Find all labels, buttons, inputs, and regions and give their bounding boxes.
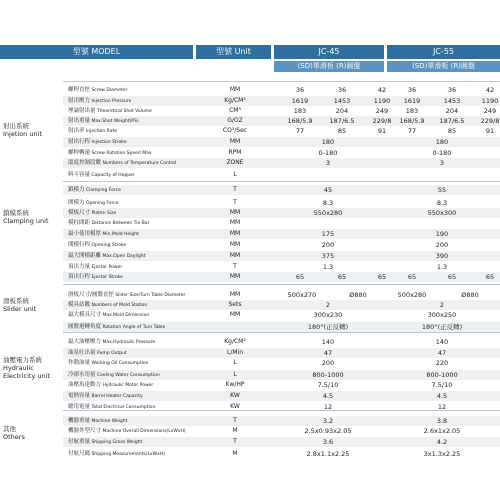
spec-row <box>63 85 500 95</box>
spec-label <box>68 416 198 426</box>
spec-row <box>63 370 500 380</box>
spec-row <box>63 272 500 282</box>
spec-label <box>68 272 198 282</box>
spec-value-jc55: 47 <box>437 349 447 357</box>
spec-value-jc55: 800-1000 <box>426 371 458 379</box>
spec-row <box>63 158 500 168</box>
spec-value: 229/8 <box>480 117 500 125</box>
spec-value-jc45: 2.8x1.1x2.25 <box>306 450 350 458</box>
spec-label-en: Numbers of Mold Station <box>90 303 148 308</box>
spec-value-jc45: 375 <box>321 252 335 260</box>
spec-unit: MM <box>229 86 241 93</box>
spec-value-jc45: 7.5/10 <box>317 381 339 389</box>
spec-value-jc55: 190 <box>435 230 449 238</box>
spec-unit <box>200 322 270 332</box>
spec-label-en: Machine Overall Dimensions(LxWxH) <box>101 429 186 434</box>
spec-label <box>68 402 198 412</box>
spec-label-zh: 油泵吐出量 <box>68 350 96 356</box>
spec-value-jc55: 8.3 <box>436 199 448 207</box>
spec-label-zh: 溫度控制段數 <box>68 160 102 166</box>
spec-label-zh: 料斗容量 <box>68 172 91 178</box>
header-jc45: JC-45 <box>274 45 384 59</box>
spec-unit: MM <box>229 291 241 298</box>
spec-row <box>63 116 500 126</box>
spec-row <box>63 337 500 347</box>
spec-value-jc45: 1.3 <box>322 263 334 271</box>
spec-value: 91 <box>377 127 387 135</box>
spec-unit: CO³/Sec <box>222 127 248 134</box>
spec-unit: MM <box>229 241 241 248</box>
spec-row <box>63 416 500 426</box>
spec-label-zh: 最小使用模厚 <box>68 231 102 237</box>
spec-label-zh: 模板尺寸 <box>68 210 91 216</box>
spec-row <box>63 426 500 436</box>
spec-value-jc45: 8.3 <box>322 199 334 207</box>
header-unit: 型號 Unit <box>196 45 271 59</box>
spec-unit: L/Min <box>226 349 243 356</box>
spec-label-zh: 機器外型尺寸 <box>68 428 102 434</box>
spec-label <box>68 391 198 401</box>
spec-unit: ZONE <box>226 159 244 166</box>
spec-label-en: Slider Size/Turn Table Diameter <box>113 293 186 298</box>
spec-label-zh: 射出行程 <box>68 139 91 145</box>
spec-label <box>68 251 198 261</box>
spec-value: 1190 <box>481 97 499 105</box>
spec-row <box>63 148 500 158</box>
spec-label <box>68 170 198 180</box>
spec-unit: KW <box>230 403 240 410</box>
spec-value-jc55: 1.3 <box>436 263 448 271</box>
spec-label-en: Shipping Gross Weight <box>90 440 143 445</box>
spec-row <box>63 310 500 320</box>
spec-label <box>68 426 198 436</box>
spec-label-en: Injection Rate <box>84 129 117 134</box>
spec-label-en: Machine Weight <box>90 419 128 424</box>
spec-label-en: Working Oil Consumption <box>90 361 149 366</box>
spec-value-jc55: 4.5 <box>436 392 448 400</box>
spec-row <box>63 437 500 447</box>
spec-label-zh: 射出壓力 <box>68 98 91 104</box>
spec-label-en: Numbers of Temperature Control <box>101 161 177 166</box>
spec-value-jc45: 3 <box>325 159 331 167</box>
section-label-zh: 射出系統 <box>3 122 29 130</box>
spec-value-jc55: 390 <box>435 252 449 260</box>
spec-unit: L <box>233 359 237 366</box>
spec-value: 1190 <box>373 97 391 105</box>
spec-unit: T <box>233 417 237 424</box>
spec-unit: Kg/CM² <box>224 97 246 104</box>
spec-label-zh: 螺桿直徑 <box>68 87 91 93</box>
spec-unit: M <box>232 427 238 434</box>
spec-value: 36 <box>295 86 305 94</box>
spec-unit: Kg/CM² <box>224 338 246 345</box>
spec-label <box>68 262 198 272</box>
section-label-en: Hydraulic <box>3 364 34 372</box>
spec-label-en: Clamping Force <box>84 188 121 193</box>
spec-label-en: Cooling Water Consumption <box>95 373 160 378</box>
spec-label <box>68 310 198 320</box>
spec-value-jc45: 12 <box>323 403 333 411</box>
spec-row <box>63 300 500 310</box>
spec-label-zh: 最大開模距離 <box>68 253 102 259</box>
spec-row <box>63 380 500 390</box>
section-label <box>3 297 36 313</box>
spec-label-en: Pump Output <box>95 351 127 356</box>
spec-label <box>68 348 198 358</box>
spec-label <box>68 290 198 300</box>
spec-value: 1453 <box>333 97 351 105</box>
spec-label-zh: 最大油壓壓力 <box>68 339 102 345</box>
section-label-en: Others <box>3 433 25 441</box>
spec-value-jc45: 200 <box>321 241 335 249</box>
spec-row <box>63 229 500 239</box>
spec-row <box>63 322 500 332</box>
spec-label-en: Distance Between Tie Bar <box>90 221 150 226</box>
section-label-en: Clamping unit <box>3 217 49 225</box>
section-label-zh: 其他 <box>3 425 16 433</box>
spec-value-jc45: 0-180 <box>318 149 338 157</box>
spec-label <box>68 116 198 126</box>
spec-label-zh: 總用電量 <box>68 404 91 410</box>
spec-label-zh: 射出重量 <box>68 118 91 124</box>
spec-unit: MM <box>229 252 241 259</box>
spec-label-en: Total Electrical Consumption <box>90 405 156 410</box>
spec-label-en: Capacity of Hopper <box>90 173 135 178</box>
spec-value-jc45: 550x280 <box>313 209 343 217</box>
subheader-jc55-option: (SD)單滑板 (R)圓盤 <box>387 61 500 72</box>
spec-value: 36 <box>407 86 417 94</box>
spec-value: 91 <box>485 127 495 135</box>
spec-label-en: Ejector Stroke <box>90 275 123 280</box>
spec-value-jc45: 45 <box>323 186 333 194</box>
spec-label <box>68 208 198 218</box>
spec-value-jc45 <box>278 218 378 228</box>
spec-row <box>63 402 500 412</box>
spec-value-jc55: 220 <box>435 359 449 367</box>
header-jc55: JC-55 <box>387 45 500 59</box>
section-divider <box>63 284 500 285</box>
spec-label-zh: 作動油量 <box>68 360 91 366</box>
spec-label-zh: 螺桿轉速 <box>68 150 91 156</box>
spec-label <box>68 380 198 390</box>
spec-value-jc55: 55 <box>437 186 447 194</box>
spec-value: 85 <box>337 127 347 135</box>
spec-value-jc45: 140 <box>321 338 335 346</box>
spec-label <box>68 106 198 116</box>
section-label-en: Slider unit <box>3 305 37 313</box>
spec-value: 85 <box>447 127 457 135</box>
section-label-zh: 鎖模系統 <box>3 209 29 217</box>
spec-label-en: Barrel Heater Capacity <box>90 394 143 399</box>
spec-row <box>63 240 500 250</box>
spec-unit: M <box>232 450 238 457</box>
spec-label-en: Max.Shot Weight(PS) <box>90 119 139 124</box>
spec-label-zh: 鎖模力 <box>68 187 85 193</box>
spec-value: 249 <box>483 107 497 115</box>
header-model: 型號 MODEL <box>0 45 193 59</box>
spec-label-en: Max.Mold Dimension <box>101 313 150 318</box>
spec-unit: CM³ <box>229 107 241 114</box>
spec-label <box>68 198 198 208</box>
spec-row <box>63 348 500 358</box>
spec-label-en: Platen Size <box>90 211 117 216</box>
spec-unit: Kw/HP <box>225 381 245 388</box>
spec-value-jc55: 0-180 <box>432 149 452 157</box>
spec-value-jc45: 2.5x0.93x2.05 <box>304 427 352 435</box>
section-divider <box>63 332 500 333</box>
spec-value-jc45: 3.2 <box>322 417 334 425</box>
spec-label <box>68 218 198 228</box>
spec-row <box>63 106 500 116</box>
spec-row <box>63 358 500 368</box>
spec-label-en: Theoretical Shot Volume <box>95 109 152 114</box>
spec-value: 65 <box>485 273 495 281</box>
spec-label-en: Opening Stroke <box>90 243 127 248</box>
spec-value-jc55: 2 <box>439 301 445 309</box>
spec-label-en: Injection Pressure <box>90 99 132 104</box>
spec-value-table: Ø880 <box>461 291 479 299</box>
spec-row <box>63 137 500 147</box>
spec-label-en: Max.Hydraulic Pressure <box>101 340 156 345</box>
spec-label-zh: 理論射出量 <box>68 108 96 114</box>
spec-value-jc45: 800-1000 <box>312 371 344 379</box>
spec-label-en: Shipping Measurements(LxWxH) <box>90 452 165 457</box>
spec-label-en: Ejector Power <box>90 265 123 270</box>
spec-label-zh: 模具站數 <box>68 302 91 308</box>
spec-label <box>68 229 198 239</box>
spec-value-jc55: 3.8 <box>436 417 448 425</box>
spec-row <box>63 251 500 261</box>
spec-row <box>63 290 500 300</box>
spec-label-en: Hydraulic Motor Power <box>101 383 154 388</box>
spec-unit: MM <box>229 311 241 318</box>
spec-value: 1453 <box>443 97 461 105</box>
spec-label-zh: 頂出行程 <box>68 274 91 280</box>
spec-value-jc55: 3 <box>439 159 445 167</box>
spec-label <box>68 158 198 168</box>
spec-unit: L <box>233 171 237 178</box>
spec-value-jc55: 12 <box>437 403 447 411</box>
section-divider <box>63 81 500 82</box>
spec-value: 65 <box>377 273 387 281</box>
spec-row <box>63 185 500 195</box>
spec-value-jc45: 2 <box>325 301 331 309</box>
spec-value-jc55: 7.5/10 <box>431 381 453 389</box>
spec-row <box>63 391 500 401</box>
spec-unit: G/OZ <box>227 117 243 124</box>
spec-label-zh: 開模力 <box>68 200 85 206</box>
spec-value: 204 <box>445 107 459 115</box>
spec-value: 168/5.9 <box>399 117 425 125</box>
spec-label-zh: 開模行程 <box>68 242 91 248</box>
spec-value-jc45: 47 <box>323 349 333 357</box>
spec-value: 65 <box>407 273 417 281</box>
section-label-zh: 油壓電力系統 <box>3 356 42 364</box>
spec-value-jc45: 200 <box>321 359 335 367</box>
spec-label <box>68 337 198 347</box>
spec-value: 36 <box>337 86 347 94</box>
subheader-jc45-option: (SD)單滑板 (R)圓盤 <box>274 61 384 72</box>
spec-label-zh: 最大模具尺寸 <box>68 312 102 318</box>
spec-label-en: Max.Open Daylight <box>101 254 146 259</box>
spec-value-slider: 500x270 <box>287 291 317 299</box>
spec-label <box>68 358 198 368</box>
spec-label <box>68 240 198 250</box>
section-label-zh: 滑板系統 <box>3 297 29 305</box>
spec-value: 36 <box>447 86 457 94</box>
spec-unit: T <box>233 438 237 445</box>
spec-value: 42 <box>485 86 495 94</box>
section-label-en2: Electricity unit <box>3 372 50 380</box>
spec-value-table: Ø880 <box>349 291 367 299</box>
spec-unit: MM <box>229 138 241 145</box>
spec-row <box>63 218 500 228</box>
spec-unit: L <box>233 371 237 378</box>
spec-label <box>68 137 198 147</box>
spec-unit: T <box>233 186 237 193</box>
spec-value: 1619 <box>291 97 309 105</box>
spec-label-zh: 滑板尺寸/圓盤直徑 <box>68 292 114 298</box>
spec-label <box>68 126 198 136</box>
spec-value-jc45: 175 <box>321 230 335 238</box>
spec-unit: Sets <box>228 301 242 308</box>
spec-unit: MM <box>229 219 241 226</box>
spec-value: 183 <box>405 107 419 115</box>
spec-value-jc55 <box>392 218 492 228</box>
spec-unit: MM <box>229 209 241 216</box>
spec-value-jc45: 180 <box>321 138 335 146</box>
spec-value-jc45: 180°(正反轉) <box>307 323 349 331</box>
spec-label-zh: 圓盤迴轉角度 <box>68 324 102 330</box>
spec-value-jc55: 550x300 <box>427 209 457 217</box>
spec-value: 183 <box>293 107 307 115</box>
spec-label <box>68 437 198 447</box>
spec-value-jc55: 180 <box>435 138 449 146</box>
spec-value: 65 <box>295 273 305 281</box>
spec-value: 187/6.5 <box>439 117 465 125</box>
spec-value: 77 <box>407 127 417 135</box>
spec-value-jc55: 180°(正反轉) <box>421 323 463 331</box>
spec-value: 65 <box>337 273 347 281</box>
spec-value-jc55: 300x250 <box>427 311 457 319</box>
spec-label <box>68 85 198 95</box>
section-label <box>3 425 25 441</box>
spec-row <box>63 96 500 106</box>
spec-value: 77 <box>295 127 305 135</box>
spec-row <box>63 262 500 272</box>
spec-label-en: Min.Mold Height <box>101 232 139 237</box>
spec-row <box>63 170 500 180</box>
spec-value: 249 <box>375 107 389 115</box>
spec-unit: RPM <box>228 149 242 156</box>
spec-label <box>68 96 198 106</box>
spec-row <box>63 208 500 218</box>
spec-unit: T <box>233 199 237 206</box>
spec-label-zh: 油壓馬達動力 <box>68 382 102 388</box>
spec-value-jc55: 200 <box>435 241 449 249</box>
spec-row <box>63 126 500 136</box>
spec-value: 168/5.9 <box>287 117 313 125</box>
spec-value: 229/8 <box>372 117 392 125</box>
spec-label-en: Rotation Angle of Turn Table <box>101 325 166 330</box>
spec-value-jc45: 300x230 <box>313 311 343 319</box>
spec-value-jc55: 3x1.3x2.25 <box>423 450 461 458</box>
spec-row <box>63 449 500 459</box>
spec-label-zh: 機器重量 <box>68 418 91 424</box>
spec-label-en: Injection Stroke <box>90 140 127 145</box>
section-label-en: Injetion unit <box>3 130 42 138</box>
spec-unit: KW <box>230 392 240 399</box>
spec-label-en: Opening Force <box>84 201 119 206</box>
spec-value-jc45: 3.6 <box>322 438 334 446</box>
spec-label-zh: 頂出力量 <box>68 264 91 270</box>
section-label <box>3 209 49 225</box>
spec-label <box>68 300 198 310</box>
spec-label <box>68 185 198 195</box>
spec-label <box>68 370 198 380</box>
spec-label <box>68 148 198 158</box>
spec-value: 42 <box>377 86 387 94</box>
spec-value-slider: 500x280 <box>397 291 427 299</box>
spec-row <box>63 198 500 208</box>
spec-label-zh: 付航重量 <box>68 439 91 445</box>
spec-label-en: Screw Rotation Speed Max <box>90 151 152 156</box>
spec-label-zh: 射出率 <box>68 128 85 134</box>
spec-value-jc45 <box>278 170 378 180</box>
spec-label <box>68 322 198 332</box>
spec-label-zh: 冷卻水用量 <box>68 372 96 378</box>
spec-value-jc55: 140 <box>435 338 449 346</box>
spec-value: 65 <box>447 273 457 281</box>
section-label <box>3 122 42 138</box>
spec-value: 187/6.5 <box>329 117 355 125</box>
spec-unit: MM <box>229 273 241 280</box>
spec-label-zh: 模柱間距 <box>68 220 91 226</box>
spec-value-jc55 <box>392 170 492 180</box>
spec-label-zh: 電熱容量 <box>68 393 91 399</box>
section-divider <box>63 181 500 182</box>
spec-label-en: Screw Diameter <box>90 88 128 93</box>
spec-label-zh: 付航尺碼 <box>68 451 91 457</box>
spec-label <box>68 449 198 459</box>
spec-value-jc45: 4.5 <box>322 392 334 400</box>
spec-value: 1619 <box>403 97 421 105</box>
spec-value-jc55: 4.2 <box>436 438 448 446</box>
spec-unit: T <box>233 263 237 270</box>
spec-value: 204 <box>335 107 349 115</box>
spec-value-jc55: 2.6x1x2.05 <box>423 427 461 435</box>
spec-unit: MM <box>229 230 241 237</box>
section-label <box>3 356 50 380</box>
